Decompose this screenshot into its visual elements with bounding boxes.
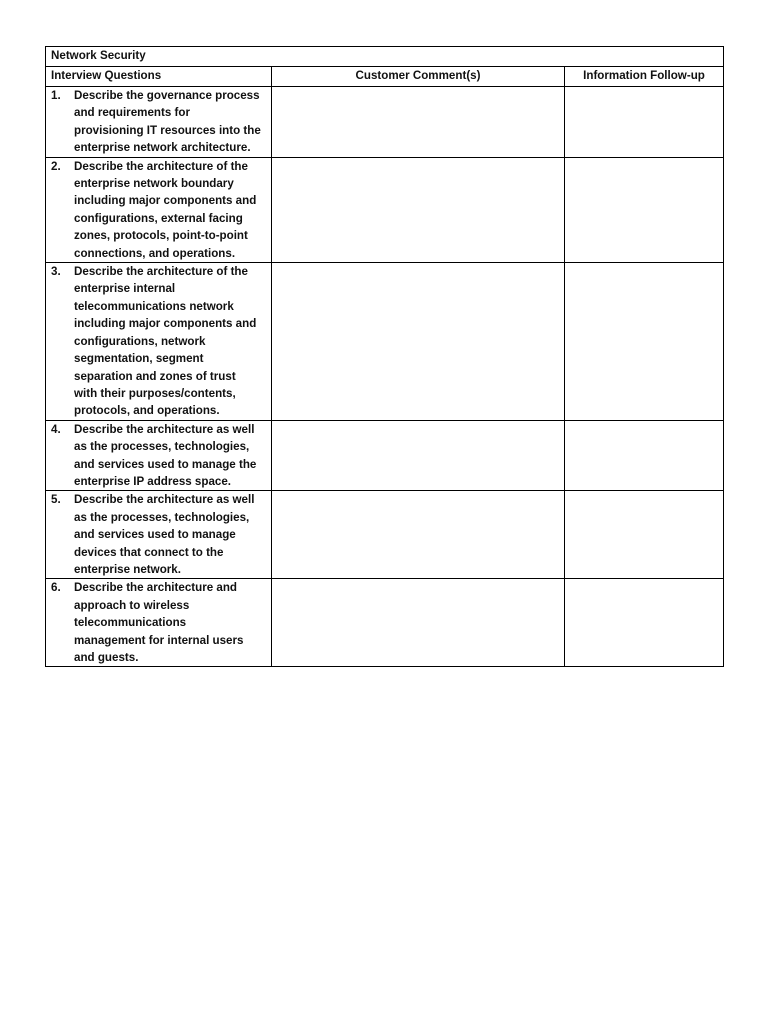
question-text-line: separation and zones of trust: [74, 369, 236, 383]
question-text-line: enterprise IP address space.: [74, 474, 232, 488]
customer-comment-cell[interactable]: [272, 579, 565, 667]
question-text-line: connections, and operations.: [74, 246, 236, 260]
question-text-line: configurations, external facing: [74, 211, 243, 225]
question-row: [46, 263, 724, 421]
header-customer-comments: Customer Comment(s): [272, 67, 565, 87]
question-text-line: zones, protocols, point-to-point: [74, 229, 248, 243]
question-number: 6.: [51, 581, 61, 595]
network-security-table: [45, 46, 724, 667]
question-text-line: and services used to manage: [74, 528, 236, 542]
question-text-line: and services used to manage the: [74, 457, 257, 471]
question-text-line: and requirements for: [74, 106, 190, 120]
question-text: [74, 421, 266, 491]
question-text: [74, 87, 266, 157]
information-follow-up-cell[interactable]: [565, 420, 724, 491]
title-row: [46, 47, 724, 67]
question-item: [51, 263, 266, 420]
question-text-line: management for internal users: [74, 633, 244, 647]
header-row: [46, 67, 724, 87]
question-cell: [46, 491, 272, 579]
question-cell: [46, 420, 272, 491]
customer-comment-cell[interactable]: [272, 87, 565, 158]
customer-comment-cell[interactable]: [272, 157, 565, 262]
question-text-line: protocols, and operations.: [74, 404, 220, 418]
question-item: [51, 87, 266, 157]
question-text-line: as the processes, technologies,: [74, 510, 250, 524]
question-text-line: telecommunications: [74, 616, 187, 630]
question-row: [46, 157, 724, 262]
customer-comment-cell[interactable]: [272, 491, 565, 579]
question-number: 4.: [51, 422, 61, 436]
information-follow-up-cell[interactable]: [565, 87, 724, 158]
question-text-line: enterprise network architecture.: [74, 141, 251, 155]
interview-form: [45, 46, 723, 667]
question-number: 3.: [51, 265, 61, 279]
question-text-line: including major components and: [74, 194, 257, 208]
question-row: [46, 491, 724, 579]
question-cell: [46, 263, 272, 421]
question-text-line: Describe the governance process: [74, 89, 260, 102]
question-text: [74, 158, 266, 262]
question-text-line: enterprise internal: [74, 282, 176, 296]
question-row: [46, 579, 724, 667]
information-follow-up-cell[interactable]: [565, 491, 724, 579]
question-text-line: as the processes, technologies,: [74, 440, 250, 454]
information-follow-up-cell[interactable]: [565, 579, 724, 667]
question-text-line: telecommunications network: [74, 299, 234, 313]
question-text-line: provisioning IT resources into the: [74, 123, 261, 137]
customer-comment-cell[interactable]: [272, 263, 565, 421]
question-number: 1.: [51, 89, 61, 102]
question-text-line: Describe the architecture and: [74, 581, 238, 595]
question-cell: [46, 157, 272, 262]
question-text-line: enterprise network boundary: [74, 177, 234, 191]
question-text-line: with their purposes/contents,: [74, 386, 236, 400]
question-cell: [46, 87, 272, 158]
question-text-line: and guests.: [74, 651, 139, 664]
question-item: [51, 158, 266, 262]
question-text-line: enterprise network.: [74, 562, 181, 576]
question-row: [46, 87, 724, 158]
question-text-line: approach to wireless: [74, 598, 190, 612]
header-information-follow-up: Information Follow-up: [565, 67, 724, 87]
question-text-line: Describe the architecture of the: [74, 265, 248, 279]
question-item: [51, 491, 266, 578]
header-interview-questions: Interview Questions: [46, 67, 272, 87]
information-follow-up-cell[interactable]: [565, 157, 724, 262]
question-text-line: Describe the architecture as well: [74, 422, 255, 436]
section-title: Network Security: [46, 47, 724, 67]
question-text-line: configurations, network: [74, 334, 206, 348]
question-text: [74, 263, 266, 420]
question-text-line: devices that connect to the: [74, 545, 224, 559]
question-cell: [46, 579, 272, 667]
question-text-line: Describe the architecture of the: [74, 159, 248, 173]
question-number: 5.: [51, 493, 61, 507]
question-number: 2.: [51, 159, 61, 173]
question-text-line: segmentation, segment: [74, 352, 204, 366]
question-text: [74, 491, 266, 578]
question-text-line: including major components and: [74, 317, 257, 331]
question-item: [51, 579, 266, 666]
question-row: [46, 420, 724, 491]
question-item: [51, 421, 266, 491]
customer-comment-cell[interactable]: [272, 420, 565, 491]
information-follow-up-cell[interactable]: [565, 263, 724, 421]
question-text-line: Describe the architecture as well: [74, 493, 255, 507]
question-text: [74, 579, 266, 666]
